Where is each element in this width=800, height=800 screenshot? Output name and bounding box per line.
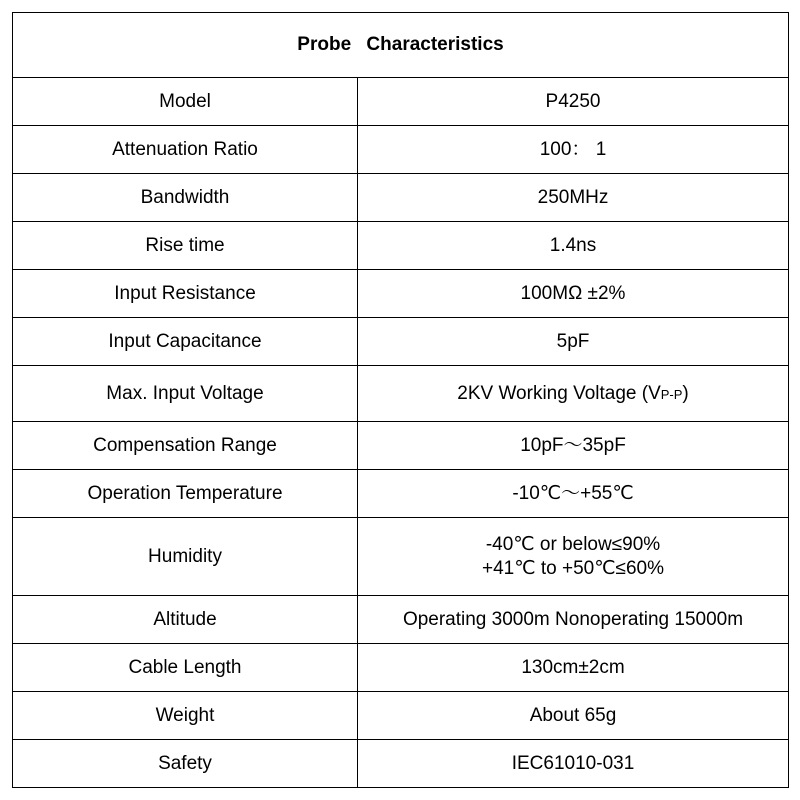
- row-label: Humidity: [13, 518, 358, 596]
- row-value: [358, 518, 789, 596]
- row-value-line: -40℃ or below≤90%: [485, 533, 661, 555]
- table-title-row: [13, 13, 789, 78]
- row-label: Altitude: [13, 596, 358, 644]
- row-label: Compensation Range: [13, 422, 358, 470]
- row-value: Operating 3000m Nonoperating 15000m: [358, 596, 789, 644]
- row-value: About 65g: [358, 692, 789, 740]
- table-row-input-resistance: [13, 270, 789, 318]
- row-label: Safety: [13, 740, 358, 788]
- row-value-line: +41℃ to +50℃≤60%: [482, 557, 664, 579]
- row-label: Bandwidth: [13, 174, 358, 222]
- row-label: Operation Temperature: [13, 470, 358, 518]
- table-row-operation-temperature: [13, 470, 789, 518]
- table-row-model: [13, 78, 789, 126]
- table-row-rise-time: [13, 222, 789, 270]
- row-value: P4250: [358, 78, 789, 126]
- table-row-input-capacitance: [13, 318, 789, 366]
- table-title: Probe Characteristics: [13, 13, 789, 78]
- row-value-subscript: P-P: [660, 386, 683, 402]
- table-row-safety: [13, 740, 789, 788]
- row-label: Input Resistance: [13, 270, 358, 318]
- table-row-attenuation-ratio: [13, 126, 789, 174]
- row-label: Cable Length: [13, 644, 358, 692]
- row-label: Attenuation Ratio: [13, 126, 358, 174]
- row-value-end: ): [682, 382, 689, 404]
- table-row-humidity: [13, 518, 789, 596]
- row-label: Input Capacitance: [13, 318, 358, 366]
- row-label: Rise time: [13, 222, 358, 270]
- row-value: -10℃～+55℃: [358, 470, 789, 518]
- table-row-compensation-range: [13, 422, 789, 470]
- row-label: Max. Input Voltage: [13, 366, 358, 422]
- table-row-cable-length: [13, 644, 789, 692]
- row-value: 250MHz: [358, 174, 789, 222]
- table-row-altitude: [13, 596, 789, 644]
- row-value: 1.4ns: [358, 222, 789, 270]
- row-value: 100： 1: [358, 126, 789, 174]
- row-value: IEC61010-031: [358, 740, 789, 788]
- row-label: Model: [13, 78, 358, 126]
- row-value-main: 2KV Working Voltage (V: [457, 382, 661, 404]
- table-row-max-input-voltage: [13, 366, 789, 422]
- row-value: 100MΩ ±2%: [358, 270, 789, 318]
- row-value: [358, 366, 789, 422]
- row-value: 5pF: [358, 318, 789, 366]
- row-label: Weight: [13, 692, 358, 740]
- table-row-weight: [13, 692, 789, 740]
- probe-characteristics-table: [12, 12, 789, 788]
- table-row-bandwidth: [13, 174, 789, 222]
- row-value: 130cm±2cm: [358, 644, 789, 692]
- row-value: 10pF～35pF: [358, 422, 789, 470]
